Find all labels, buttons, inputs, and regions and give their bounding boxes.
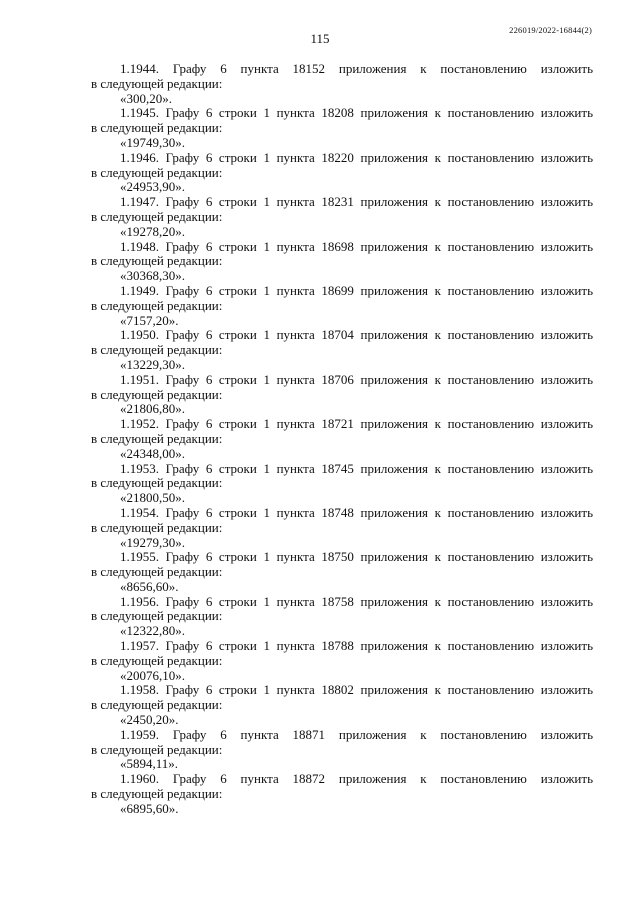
clause-item	[91, 62, 593, 106]
clause-item	[91, 195, 593, 239]
clause-item	[91, 417, 593, 461]
clause-text: 1.1951. Графу 6 строки 1 пункта 18706 приложения к постановлению изложить	[120, 372, 593, 387]
clause-continuation: в следующей редакции:	[91, 164, 223, 180]
clause-value: «5894,11».	[120, 756, 179, 772]
clause-text: 1.1953. Графу 6 строки 1 пункта 18745 приложения к постановлению изложить	[120, 461, 593, 476]
clause-item	[91, 284, 593, 328]
clause-text: 1.1960. Графу 6 пункта 18872 приложения к постановлению изложить	[120, 772, 593, 787]
clause-text: 1.1947. Графу 6 строки 1 пункта 18231 приложения к постановлению изложить	[120, 195, 593, 210]
clause-continuation: в следующей редакции:	[91, 786, 223, 802]
clause-value: «19749,30».	[120, 134, 185, 150]
clause-continuation: в следующей редакции:	[91, 519, 223, 535]
clause-continuation: в следующей редакции:	[91, 342, 223, 358]
clause-continuation: в следующей редакции:	[91, 741, 223, 757]
clause-continuation: в следующей редакции:	[91, 475, 223, 491]
clause-value: «13229,30».	[120, 356, 185, 372]
clause-text: 1.1959. Графу 6 пункта 18871 приложения к постановлению изложить	[120, 727, 593, 742]
clause-continuation: в следующей редакции:	[91, 430, 223, 446]
clause-value: «24953,90».	[120, 179, 185, 195]
clause-item	[91, 462, 593, 506]
clause-continuation: в следующей редакции:	[91, 386, 223, 402]
clause-text: 1.1945. Графу 6 строки 1 пункта 18208 приложения к постановлению изложить	[120, 106, 593, 121]
clause-text: 1.1944. Графу 6 пункта 18152 приложения к постановлению изложить	[120, 62, 593, 76]
clause-text: 1.1956. Графу 6 строки 1 пункта 18758 приложения к постановлению изложить	[120, 594, 593, 609]
clause-text: 1.1946. Графу 6 строки 1 пункта 18220 приложения к постановлению изложить	[120, 150, 593, 165]
clause-continuation: в следующей редакции:	[91, 652, 223, 668]
clause-value: «21800,50».	[120, 490, 185, 506]
clause-value: «24348,00».	[120, 445, 185, 461]
clause-text: 1.1955. Графу 6 строки 1 пункта 18750 приложения к постановлению изложить	[120, 550, 593, 565]
clause-text: 1.1950. Графу 6 строки 1 пункта 18704 приложения к постановлению изложить	[120, 328, 593, 343]
clause-text: 1.1958. Графу 6 строки 1 пункта 18802 приложения к постановлению изложить	[120, 683, 593, 698]
clause-continuation: в следующей редакции:	[91, 608, 223, 624]
clause-value: «19278,20».	[120, 223, 185, 239]
clause-text: 1.1954. Графу 6 строки 1 пункта 18748 приложения к постановлению изложить	[120, 505, 593, 520]
clause-value: «30368,30».	[120, 268, 185, 284]
clause-continuation: в следующей редакции:	[91, 75, 223, 91]
clause-text: 1.1952. Графу 6 строки 1 пункта 18721 приложения к постановлению изложить	[120, 417, 593, 432]
clause-item	[91, 683, 593, 727]
clause-value: «20076,10».	[120, 667, 185, 683]
clause-value: «7157,20».	[120, 312, 179, 328]
document-id: 226019/2022-16844(2)	[509, 25, 592, 35]
clause-continuation: в следующей редакции:	[91, 253, 223, 269]
clause-continuation: в следующей редакции:	[91, 697, 223, 713]
clause-item	[91, 595, 593, 639]
clause-continuation: в следующей редакции:	[91, 208, 223, 224]
clause-continuation: в следующей редакции:	[91, 564, 223, 580]
clause-value: «300,20».	[120, 90, 172, 106]
clause-value: «19279,30».	[120, 534, 185, 550]
clause-continuation: в следующей редакции:	[91, 120, 223, 136]
clause-text: 1.1949. Графу 6 строки 1 пункта 18699 приложения к постановлению изложить	[120, 283, 593, 298]
clause-value: «2450,20».	[120, 712, 179, 728]
clause-value: «12322,80».	[120, 623, 185, 639]
clause-item	[91, 106, 593, 150]
clause-text: 1.1957. Графу 6 строки 1 пункта 18788 приложения к постановлению изложить	[120, 639, 593, 654]
clause-value: «8656,60».	[120, 578, 179, 594]
clause-item	[91, 151, 593, 195]
page-number: 115	[310, 31, 330, 46]
clause-item	[91, 240, 593, 284]
clause-item	[91, 550, 593, 594]
document-body	[91, 62, 593, 817]
clause-item	[91, 772, 593, 816]
clause-text: 1.1948. Графу 6 строки 1 пункта 18698 приложения к постановлению изложить	[120, 239, 593, 254]
clause-value: «21806,80».	[120, 401, 185, 417]
clause-item	[91, 728, 593, 772]
clause-item	[91, 506, 593, 550]
clause-item	[91, 639, 593, 683]
clause-item	[91, 328, 593, 372]
clause-continuation: в следующей редакции:	[91, 297, 223, 313]
clause-value: «6895,60».	[120, 800, 179, 816]
clause-item	[91, 373, 593, 417]
